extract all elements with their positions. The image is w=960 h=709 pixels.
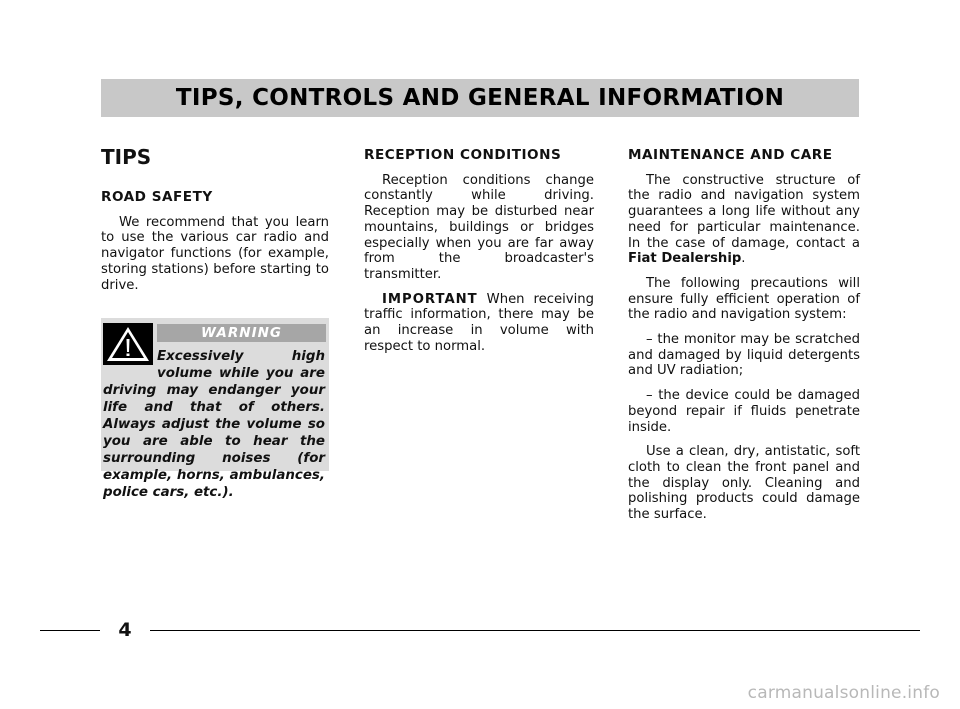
section-title-tips: TIPS <box>101 145 152 169</box>
page-title: TIPS, CONTROLS AND GENERAL INFORMATION <box>175 85 785 111</box>
watermark: carmanualsonline.info <box>747 683 940 703</box>
paragraph-maintenance-1 <box>628 173 860 267</box>
paragraph-important <box>364 292 594 355</box>
paragraph-cleaning: Use a clean, dry, antistatic, soft cloth to clean the front panel and the display only. Cleaning and polishing products could damage the surface. <box>628 444 860 523</box>
paragraph-reception: Reception conditions change constantly while driving. Reception may be disturbed near mountains, buildings or bridges especially when you are far away from the broadcaster's transmitter. <box>364 172 594 282</box>
heading-reception-conditions: RECEPTION CONDITIONS <box>364 147 562 163</box>
warning-icon-spacer <box>103 348 157 374</box>
column-reception <box>364 146 594 363</box>
footer-rule-left <box>40 630 100 631</box>
column-tips <box>101 146 329 302</box>
list-item-monitor: – the monitor may be scratched and damaged by liquid detergents and UV radiation; <box>628 332 860 379</box>
warning-box <box>101 318 329 500</box>
warning-text-block <box>103 348 325 501</box>
page-number: 4 <box>118 619 132 641</box>
heading-maintenance-care: MAINTENANCE AND CARE <box>628 147 833 163</box>
warning-text: Excessively high volume while you are driving may endanger your life and that of others. Always adjust the volume so you are able to hear the surrounding noises (for example, horns, ambulances, police cars, etc.). <box>103 349 325 500</box>
column-maintenance <box>628 146 860 532</box>
paragraph-road-safety: We recommend that you learn to use the various car radio and navigator functions (for example, storing stations) before starting to drive. <box>101 214 329 293</box>
subheading-road-safety: ROAD SAFETY <box>101 189 213 205</box>
maintenance-text: The constructive structure of the radio and navigation system guarantees a long life without any need for particular maintenance. In the case of damage, contact a <box>628 172 860 251</box>
warning-label: WARNING <box>157 324 326 342</box>
paragraph-maintenance-2: The following precautions will ensure fully efficient operation of the radio and navigation system: <box>628 275 860 323</box>
list-item-device: – the device could be damaged beyond repair if fluids penetrate inside. <box>628 388 860 435</box>
important-label: IMPORTANT <box>382 291 478 307</box>
dealership-name: Fiat Dealership <box>628 251 742 267</box>
maintenance-end: . <box>741 251 746 267</box>
important-text: When receiving traffic information, there may be an increase in volume with respect to normal. <box>364 291 594 354</box>
header-bar <box>101 79 859 117</box>
footer-rule-right <box>150 630 920 631</box>
